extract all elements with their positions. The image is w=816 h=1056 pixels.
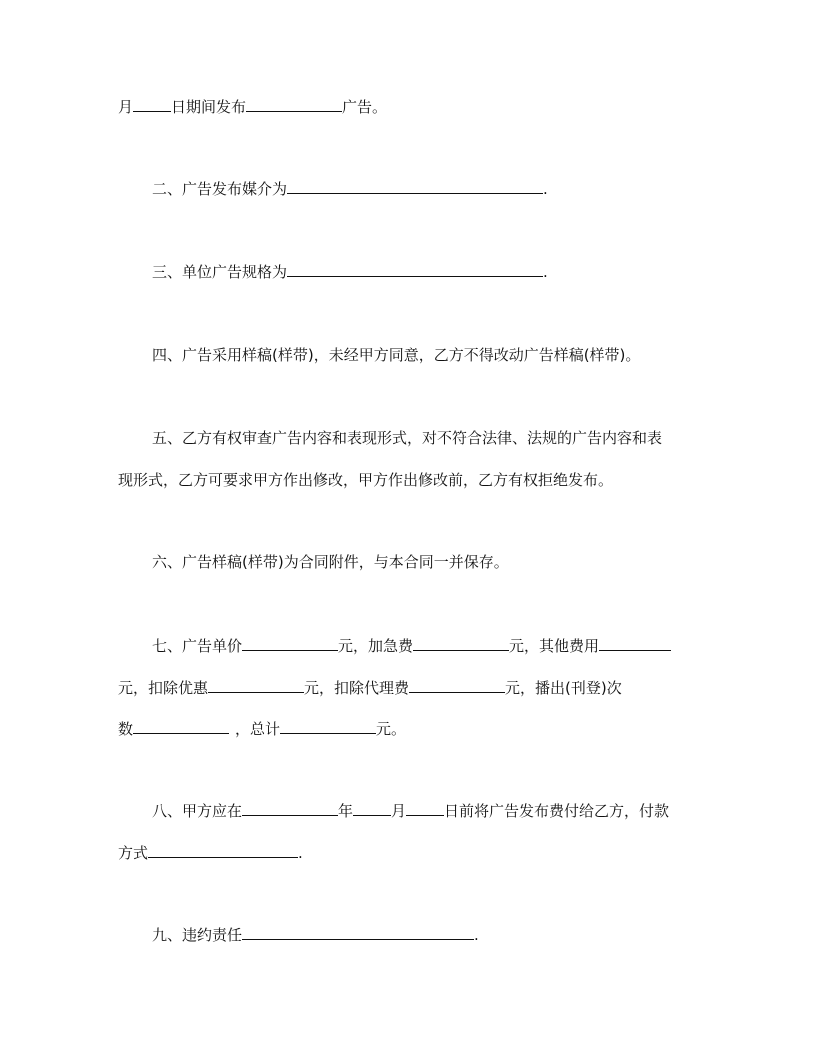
clause-5-line-2 <box>118 470 613 490</box>
text-year: 年 <box>338 802 354 820</box>
blank-liability <box>242 925 474 940</box>
clause-7-line-2 <box>118 678 622 698</box>
blank-payment-method <box>148 843 298 858</box>
text-month-2: 月 <box>391 802 407 820</box>
clause-8-line-1 <box>152 801 669 821</box>
clause-9-liability <box>152 925 479 945</box>
text-month: 月 <box>118 98 134 116</box>
blank-ad-name <box>246 97 342 112</box>
blank-other-fee <box>599 636 671 651</box>
text-party-a-pay: 八、甲方应在 <box>152 802 243 820</box>
clause-4-text: 四、广告采用样稿(样带)，未经甲方同意，乙方不得改动广告样稿(样带)。 <box>152 346 641 364</box>
clause-3-text: 三、单位广告规格为 <box>152 263 288 281</box>
text-count: 数 <box>118 720 134 738</box>
clause-8-end: . <box>298 844 303 862</box>
blank-day-2 <box>406 801 444 816</box>
blank-rush-fee <box>413 636 509 651</box>
clause-2-end: . <box>543 180 548 198</box>
clause-publish-period <box>118 97 387 117</box>
clause-8-line-2 <box>118 843 303 863</box>
clause-9-text: 九、违约责任 <box>152 926 243 944</box>
clause-2-text: 二、广告发布媒介为 <box>152 180 288 198</box>
text-payment-method: 方式 <box>118 844 149 862</box>
text-yuan: 元。 <box>376 720 407 738</box>
text-agency-fee: 元，扣除代理费 <box>304 679 410 697</box>
clause-5-line-1 <box>152 428 662 448</box>
blank-unit-price <box>242 636 338 651</box>
blank-agency-fee <box>409 678 505 693</box>
text-day-period: 日期间发布 <box>171 98 247 116</box>
text-other-fee: 元，其他费用 <box>509 637 600 655</box>
clause-3-end: . <box>543 263 548 281</box>
clause-3-spec <box>152 262 548 282</box>
clause-7-line-1 <box>152 636 671 656</box>
text-unit-price: 七、广告单价 <box>152 637 243 655</box>
text-payment-deadline: 日前将广告发布费付给乙方，付款 <box>444 802 670 820</box>
text-broadcast-times: 元，播出(刊登)次 <box>505 679 622 697</box>
text-total: ，总计 <box>235 720 281 738</box>
clause-4-sample <box>152 345 640 365</box>
blank-total <box>280 719 376 734</box>
text-rush-fee: 元，加急费 <box>338 637 414 655</box>
blank-discount <box>208 678 304 693</box>
blank-month <box>353 801 391 816</box>
clause-2-media <box>152 179 548 199</box>
clause-5-text-2: 现形式，乙方可要求甲方作出修改，甲方作出修改前，乙方有权拒绝发布。 <box>118 471 614 489</box>
clause-7-line-3 <box>118 719 406 739</box>
text-ad: 广告。 <box>342 98 388 116</box>
blank-day <box>133 97 171 112</box>
blank-media <box>287 179 543 194</box>
text-discount: 元，扣除优惠 <box>118 679 209 697</box>
blank-count <box>133 719 229 734</box>
blank-spec <box>287 262 543 277</box>
blank-year <box>242 801 338 816</box>
clause-6-attachment <box>152 552 509 572</box>
clause-5-text-1: 五、乙方有权审查广告内容和表现形式，对不符合法律、法规的广告内容和表 <box>152 429 663 447</box>
clause-6-text: 六、广告样稿(样带)为合同附件，与本合同一并保存。 <box>152 553 509 571</box>
clause-9-end: . <box>474 926 479 944</box>
